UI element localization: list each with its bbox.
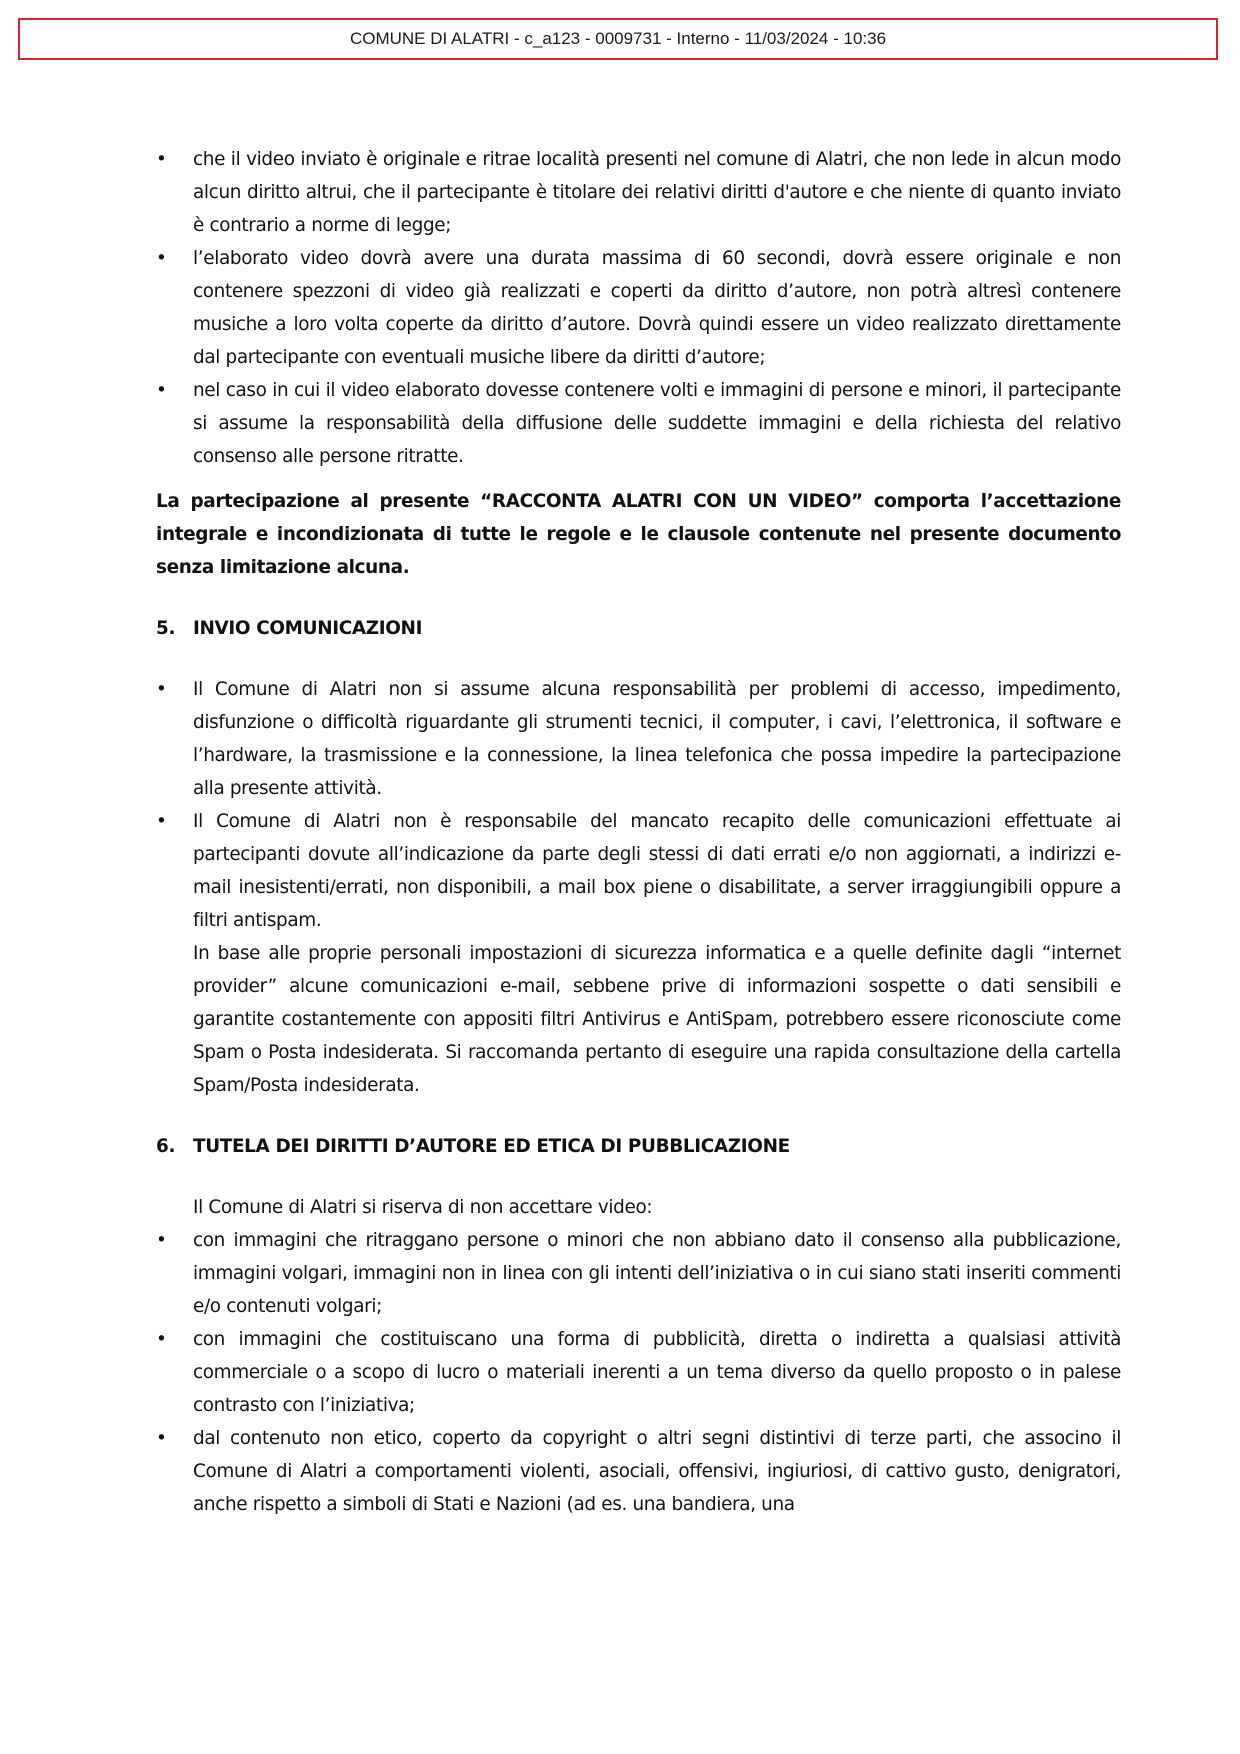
section-5-heading bbox=[156, 612, 1121, 645]
list-item-text: Il Comune di Alatri non si assume alcuna responsabilità per problemi di accesso, impedimento, disfunzione o difficoltà riguardante gli strumenti tecnici, il computer, i cavi, l’elettronica, il software e l’hardware, la trasmissione e la connessione, la linea telefonica che possa impedire la partecipazione alla presente attività. bbox=[193, 679, 1121, 799]
list-item bbox=[156, 1422, 1121, 1521]
section-number: 6. bbox=[156, 1136, 176, 1157]
list-item bbox=[156, 1323, 1121, 1422]
bullet-icon: • bbox=[156, 248, 167, 269]
section-title: TUTELA DEI DIRITTI D’AUTORE ED ETICA DI PUBBLICAZIONE bbox=[193, 1136, 790, 1157]
list-item bbox=[156, 805, 1121, 937]
list-item-text: nel caso in cui il video elaborato dovesse contenere volti e immagini di persone e minori, il partecipante si assume la responsabilità della diffusione delle suddette immagini e della richiesta del relativo consenso alle persone ritratte. bbox=[193, 380, 1121, 467]
acceptance-paragraph: La partecipazione al presente “RACCONTA ALATRI CON UN VIDEO” comporta l’accettazione integrale e incondizionata di tutte le regole e le clausole contenute nel presente documento senza limitazione alcuna. bbox=[156, 491, 1121, 578]
bullet-icon: • bbox=[156, 1428, 167, 1449]
section-number: 5. bbox=[156, 618, 176, 639]
list-item bbox=[156, 1224, 1121, 1323]
section-6-heading bbox=[156, 1130, 1121, 1163]
list-item-text: l’elaborato video dovrà avere una durata massima di 60 secondi, dovrà essere originale e non contenere spezzoni di video già realizzati e coperti da diritto d’autore, non potrà altresì contenere musiche a loro volta coperte da diritto d’autore. Dovrà quindi essere un video realizzato direttamente dal partecipante con eventuali musiche libere da diritti d’autore; bbox=[193, 248, 1121, 368]
list-item bbox=[156, 242, 1121, 374]
list-item bbox=[156, 143, 1121, 242]
list-item bbox=[156, 673, 1121, 805]
protocol-stamp bbox=[18, 18, 1218, 60]
bullet-icon: • bbox=[156, 811, 167, 832]
section-5-note: In base alle proprie personali impostazioni di sicurezza informatica e a quelle definite dagli “internet provider” alcune comunicazioni e-mail, sebbene prive di informazioni sospette o dati sensibili e garantite costantemente con appositi filtri Antivirus e AntiSpam, potrebbero essere riconosciute come Spam o Posta indesiderata. Si raccomanda pertanto di eseguire una rapida consultazione della cartella Spam/Posta indesiderata. bbox=[193, 943, 1121, 1096]
list-item-text: Il Comune di Alatri non è responsabile del mancato recapito delle comunicazioni effettuate ai partecipanti dovute all’indicazione da parte degli stessi di dati errati e/o non aggiornati, a indirizzi e-mail inesistenti/errati, non disponibili, a mail box piene o disabilitate, a server irraggiungibili oppure a filtri antispam. bbox=[193, 811, 1121, 931]
list-item-text: dal contenuto non etico, coperto da copyright o altri segni distintivi di terze parti, che associno il Comune di Alatri a comportamenti violenti, asociali, offensivi, ingiuriosi, di cattivo gusto, denigratori, anche rispetto a simboli di Stati e Nazioni (ad es. una bandiera, una bbox=[193, 1428, 1121, 1515]
list-item-text: con immagini che ritraggano persone o minori che non abbiano dato il consenso alla pubblicazione, immagini volgari, immagini non in linea con gli intenti dell’iniziativa o in cui siano stati inseriti commenti e/o contenuti volgari; bbox=[193, 1230, 1121, 1317]
section-5-list bbox=[156, 673, 1121, 937]
section-6-intro: Il Comune di Alatri si riserva di non accettare video: bbox=[193, 1197, 653, 1218]
bullet-icon: • bbox=[156, 679, 167, 700]
bullet-icon: • bbox=[156, 1230, 167, 1251]
requirements-list bbox=[156, 143, 1121, 473]
list-item-text: che il video inviato è originale e ritrae località presenti nel comune di Alatri, che non lede in alcun modo alcun diritto altrui, che il partecipante è titolare dei relativi diritti d'autore e che niente di quanto inviato è contrario a norme di legge; bbox=[193, 149, 1121, 236]
list-item-text: con immagini che costituiscano una forma di pubblicità, diretta o indiretta a qualsiasi attività commerciale o a scopo di lucro o materiali inerenti a un tema diverso da quello proposto o in palese contrasto con l’iniziativa; bbox=[193, 1329, 1121, 1416]
document-body bbox=[156, 143, 1121, 1521]
list-item bbox=[156, 374, 1121, 473]
protocol-stamp-text: COMUNE DI ALATRI - c_a123 - 0009731 - Interno - 11/03/2024 - 10:36 bbox=[349, 29, 887, 48]
bullet-icon: • bbox=[156, 149, 167, 170]
bullet-icon: • bbox=[156, 1329, 167, 1350]
section-6-list bbox=[156, 1224, 1121, 1521]
bullet-icon: • bbox=[156, 380, 167, 401]
section-title: INVIO COMUNICAZIONI bbox=[193, 618, 423, 639]
